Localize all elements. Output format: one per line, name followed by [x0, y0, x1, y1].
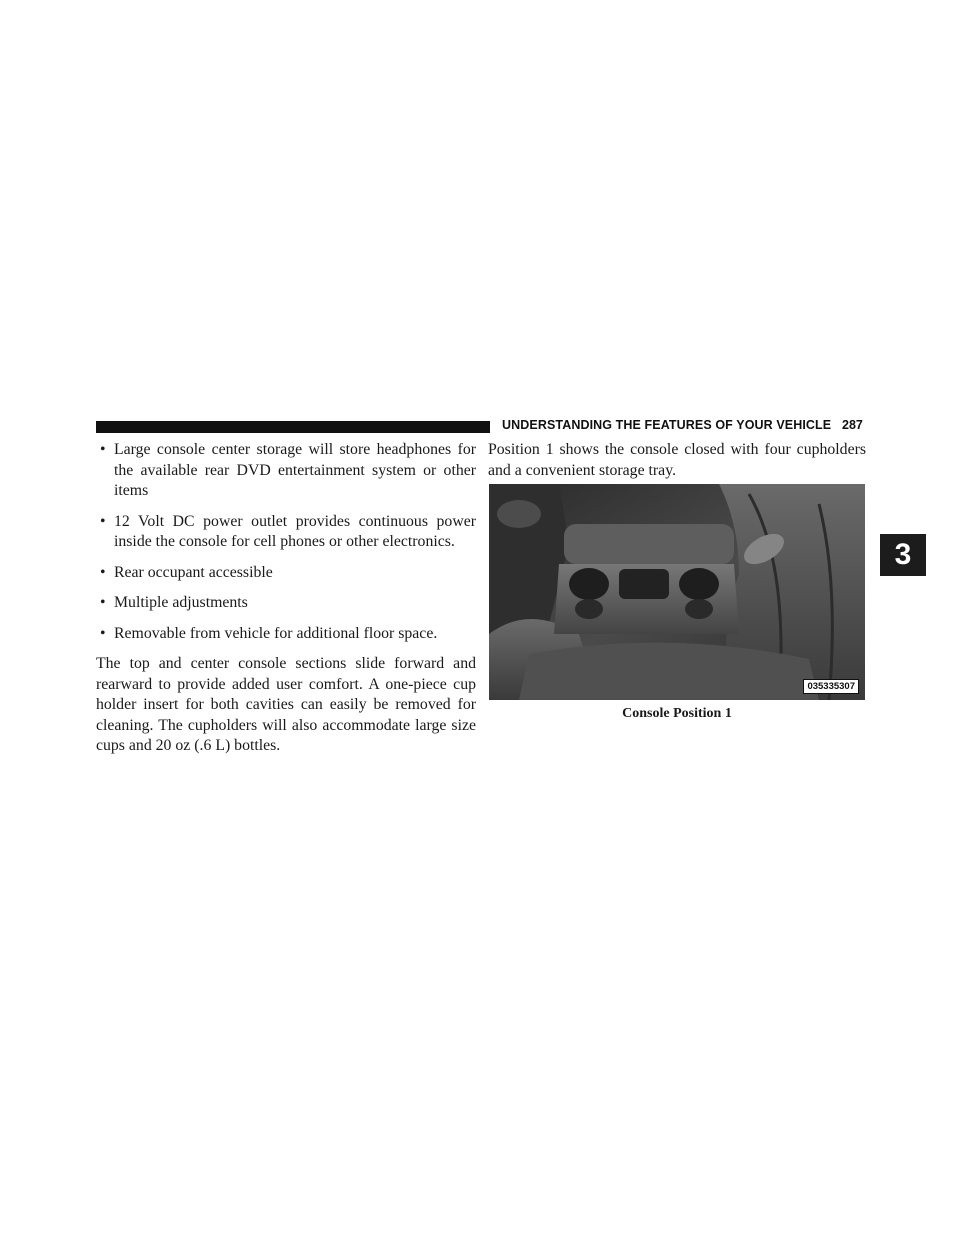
feature-bullet-list — [96, 440, 476, 644]
console-illustration — [489, 484, 865, 700]
section-title: UNDERSTANDING THE FEATURES OF YOUR VEHICLE — [502, 418, 832, 432]
bullet-item: • 12 Volt DC power outlet provides continuous power inside the console for cell phones or other electronics. — [96, 512, 476, 553]
intro-paragraph: Position 1 shows the console closed with four cupholders and a convenient storage tray. — [488, 441, 866, 479]
bullet-item: • Rear occupant accessible — [96, 563, 476, 584]
chapter-tab: 3 — [880, 534, 926, 576]
bullet-item: • Multiple adjustments — [96, 593, 476, 614]
bullet-item: • Removable from vehicle for additional floor space. — [96, 624, 476, 645]
image-code-label: 035335307 — [803, 679, 859, 694]
body-paragraph: The top and center console sections slide forward and rearward to provide added user comfort. A one-piece cup holder insert for both cavities can easily be removed for cleaning. The cupholders will also accommodate large size cups and 20 oz (.6 L) bottles. — [96, 655, 476, 754]
right-column — [488, 440, 866, 481]
header-rule — [96, 421, 490, 433]
console-photo — [489, 484, 865, 700]
left-column — [96, 440, 476, 757]
bullet-item: • Large console center storage will store headphones for the available rear DVD entertainment system or other items — [96, 440, 476, 502]
figure-caption: Console Position 1 — [622, 706, 732, 721]
page-number: 287 — [842, 418, 863, 432]
